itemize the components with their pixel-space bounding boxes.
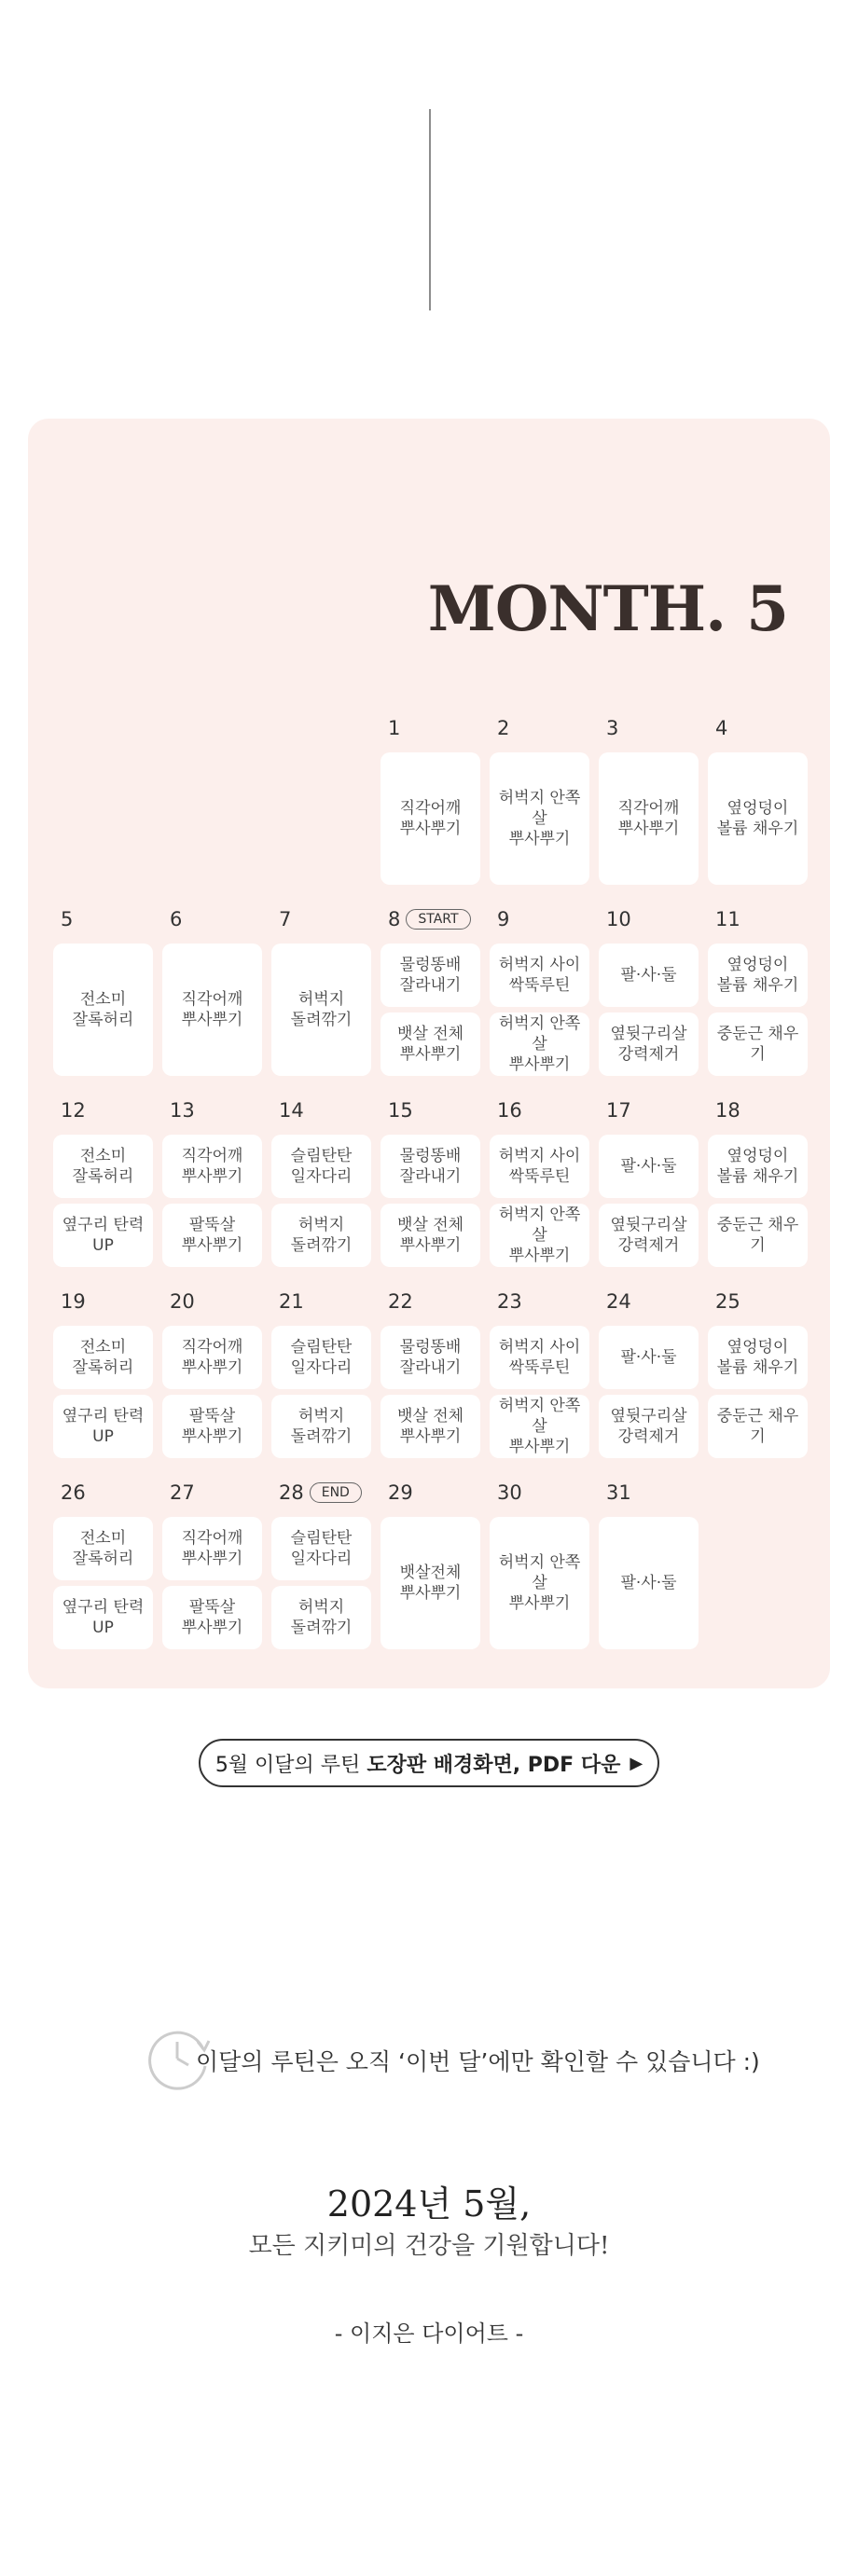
routine-cell: 뱃살 전체 뿌사뿌기 [381, 1395, 480, 1458]
routine-cell: 팔뚝살 뿌사뿌기 [162, 1204, 262, 1267]
day-number-text: 3 [606, 717, 619, 739]
routine-cell: 팔·사·둘 [599, 1135, 699, 1198]
day-number-text: 18 [715, 1099, 740, 1122]
routine-cell: 옆구리 탄력 UP [53, 1586, 153, 1649]
routine-cell: 옆구리 탄력 UP [53, 1204, 153, 1267]
day-number-text: 14 [279, 1099, 304, 1122]
day-number [170, 1290, 195, 1313]
routine-cell: 옆엉덩이 볼륨 채우기 [708, 752, 808, 885]
routine-cell: 팔뚝살 뿌사뿌기 [162, 1395, 262, 1458]
routine-cell: 물렁똥배 잘라내기 [381, 1135, 480, 1198]
routine-cell: 허벅지 사이 싹뚝루틴 [490, 1326, 589, 1389]
day-number-text: 4 [715, 717, 728, 739]
day-number-text: 24 [606, 1290, 631, 1313]
routine-cell: 허벅지 돌려깎기 [271, 1395, 371, 1458]
day-number-text: 26 [61, 1481, 86, 1504]
day-number [170, 1099, 195, 1122]
routine-cell: 허벅지 돌려깎기 [271, 1204, 371, 1267]
routine-cell: 허벅지 안쪽살 뿌사뿌기 [490, 1517, 589, 1649]
routine-cell: 슬림탄탄 일자다리 [271, 1135, 371, 1198]
availability-notice [0, 2021, 858, 2096]
day-number-text: 5 [61, 908, 74, 930]
pdf-button-bold-label: 도장판 배경화면, PDF 다운 [367, 1753, 621, 1777]
day-number-text: 19 [61, 1290, 86, 1313]
day-number [606, 908, 631, 930]
day-number-text: 2 [497, 717, 510, 739]
day-number-text: 10 [606, 908, 631, 930]
day-number-text: 20 [170, 1290, 195, 1313]
day-number [61, 1481, 86, 1504]
routine-cell: 허벅지 안쪽살 뿌사뿌기 [490, 752, 589, 885]
routine-cell: 팔·사·둘 [599, 1326, 699, 1389]
day-number-text: 23 [497, 1290, 522, 1313]
routine-cell: 뱃살 전체 뿌사뿌기 [381, 1204, 480, 1267]
routine-cell: 허벅지 안쪽살 뿌사뿌기 [490, 1204, 589, 1267]
day-number [279, 1099, 304, 1122]
routine-cell: 중둔근 채우기 [708, 1012, 808, 1076]
routine-cell: 전소미 잘록허리 [53, 1326, 153, 1389]
routine-cell: 중둔근 채우기 [708, 1204, 808, 1267]
routine-cell: 슬림탄탄 일자다리 [271, 1326, 371, 1389]
day-number [279, 1290, 304, 1313]
day-number [497, 1099, 522, 1122]
day-number-text: 15 [388, 1099, 413, 1122]
day-number [715, 908, 740, 930]
day-number [388, 1099, 413, 1122]
routine-cell: 팔·사·둘 [599, 944, 699, 1007]
day-number [606, 1290, 631, 1313]
routine-cell: 직각어깨 뿌사뿌기 [162, 1135, 262, 1198]
day-number [715, 717, 727, 739]
routine-cell: 뱃살 전체 뿌사뿌기 [381, 1012, 480, 1076]
day-number-text: 22 [388, 1290, 413, 1313]
routine-cell: 허벅지 안쪽살 뿌사뿌기 [490, 1395, 589, 1458]
day-number-text: 1 [388, 717, 401, 739]
day-number [279, 1481, 362, 1504]
day-number-text: 12 [61, 1099, 86, 1122]
routine-cell: 옆구리 탄력 UP [53, 1395, 153, 1458]
routine-cell: 옆엉덩이 볼륨 채우기 [708, 944, 808, 1007]
day-number-text: 9 [497, 908, 510, 930]
day-number-text: 8 [388, 908, 401, 930]
pdf-button-prefix: 5월 이달의 루틴 [214, 1753, 361, 1777]
day-number [497, 1481, 522, 1504]
day-number [279, 908, 291, 930]
routine-cell: 뱃살전체 뿌사뿌기 [381, 1517, 480, 1649]
day-number-text: 25 [715, 1290, 740, 1313]
day-number-text: 7 [279, 908, 292, 930]
routine-cell: 팔뚝살 뿌사뿌기 [162, 1586, 262, 1649]
footer-title: 2024년 5월, [326, 2183, 532, 2225]
day-number [388, 1290, 413, 1313]
pdf-download-button[interactable] [199, 1739, 659, 1787]
day-number [606, 1099, 631, 1122]
day-number [388, 1481, 413, 1504]
day-number-text: 21 [279, 1290, 304, 1313]
footer-wish: 모든 지키미의 건강을 기원합니다! [248, 2232, 610, 2260]
day-tag-badge: START [406, 909, 470, 930]
notice-text: 이달의 루틴은 오직 ‘이번 달’에만 확인할 수 있습니다 :) [196, 2048, 760, 2075]
day-number [715, 1290, 740, 1313]
day-number-text: 16 [497, 1099, 522, 1122]
day-number [606, 717, 618, 739]
day-number [61, 908, 73, 930]
routine-cell: 팔·사·둘 [599, 1517, 699, 1649]
day-number [388, 717, 400, 739]
day-number [497, 1290, 522, 1313]
day-number-text: 11 [715, 908, 740, 930]
day-number [497, 717, 509, 739]
routine-cell: 물렁똥배 잘라내기 [381, 944, 480, 1007]
day-number-text: 27 [170, 1481, 195, 1504]
routine-cell: 옆뒷구리살 강력제거 [599, 1012, 699, 1076]
routine-cell: 직각어깨 뿌사뿌기 [162, 1326, 262, 1389]
day-number [715, 1099, 740, 1122]
routine-cell: 옆엉덩이 볼륨 채우기 [708, 1135, 808, 1198]
day-number [497, 908, 509, 930]
footer-signature: - 이지은 다이어트 - [334, 2321, 524, 2347]
day-number-text: 31 [606, 1481, 631, 1504]
calendar-panel [28, 419, 830, 1688]
play-arrow-icon: ▶ [630, 1753, 644, 1773]
routine-cell: 직각어깨 뿌사뿌기 [162, 1517, 262, 1580]
routine-cell: 직각어깨 뿌사뿌기 [381, 752, 480, 885]
routine-cell: 옆뒷구리살 강력제거 [599, 1395, 699, 1458]
routine-cell: 중둔근 채우기 [708, 1395, 808, 1458]
day-number-text: 30 [497, 1481, 522, 1504]
day-number [170, 908, 182, 930]
routine-cell: 옆엉덩이 볼륨 채우기 [708, 1326, 808, 1389]
day-number-text: 28 [279, 1481, 304, 1504]
day-number [388, 908, 471, 930]
day-number-text: 6 [170, 908, 183, 930]
month-title: MONTH. 5 [427, 572, 788, 645]
routine-cell: 전소미 잘록허리 [53, 1135, 153, 1198]
routine-cell: 허벅지 사이 싹뚝루틴 [490, 1135, 589, 1198]
day-number [61, 1290, 86, 1313]
day-number [170, 1481, 195, 1504]
routine-cell: 직각어깨 뿌사뿌기 [162, 944, 262, 1076]
day-tag-badge: END [310, 1482, 362, 1503]
routine-cell: 물렁똥배 잘라내기 [381, 1326, 480, 1389]
routine-cell: 전소미 잘록허리 [53, 1517, 153, 1580]
day-number [61, 1099, 86, 1122]
routine-cell: 허벅지 사이 싹뚝루틴 [490, 944, 589, 1007]
day-number-text: 17 [606, 1099, 631, 1122]
day-number-text: 13 [170, 1099, 195, 1122]
day-number-text: 29 [388, 1481, 413, 1504]
decorative-divider-line [429, 109, 431, 310]
routine-cell: 전소미 잘록허리 [53, 944, 153, 1076]
routine-cell: 옆뒷구리살 강력제거 [599, 1204, 699, 1267]
day-number [606, 1481, 631, 1504]
routine-cell: 직각어깨 뿌사뿌기 [599, 752, 699, 885]
routine-cell: 허벅지 돌려깎기 [271, 1586, 371, 1649]
routine-cell: 허벅지 돌려깎기 [271, 944, 371, 1076]
routine-cell: 슬림탄탄 일자다리 [271, 1517, 371, 1580]
routine-cell: 허벅지 안쪽살 뿌사뿌기 [490, 1012, 589, 1076]
